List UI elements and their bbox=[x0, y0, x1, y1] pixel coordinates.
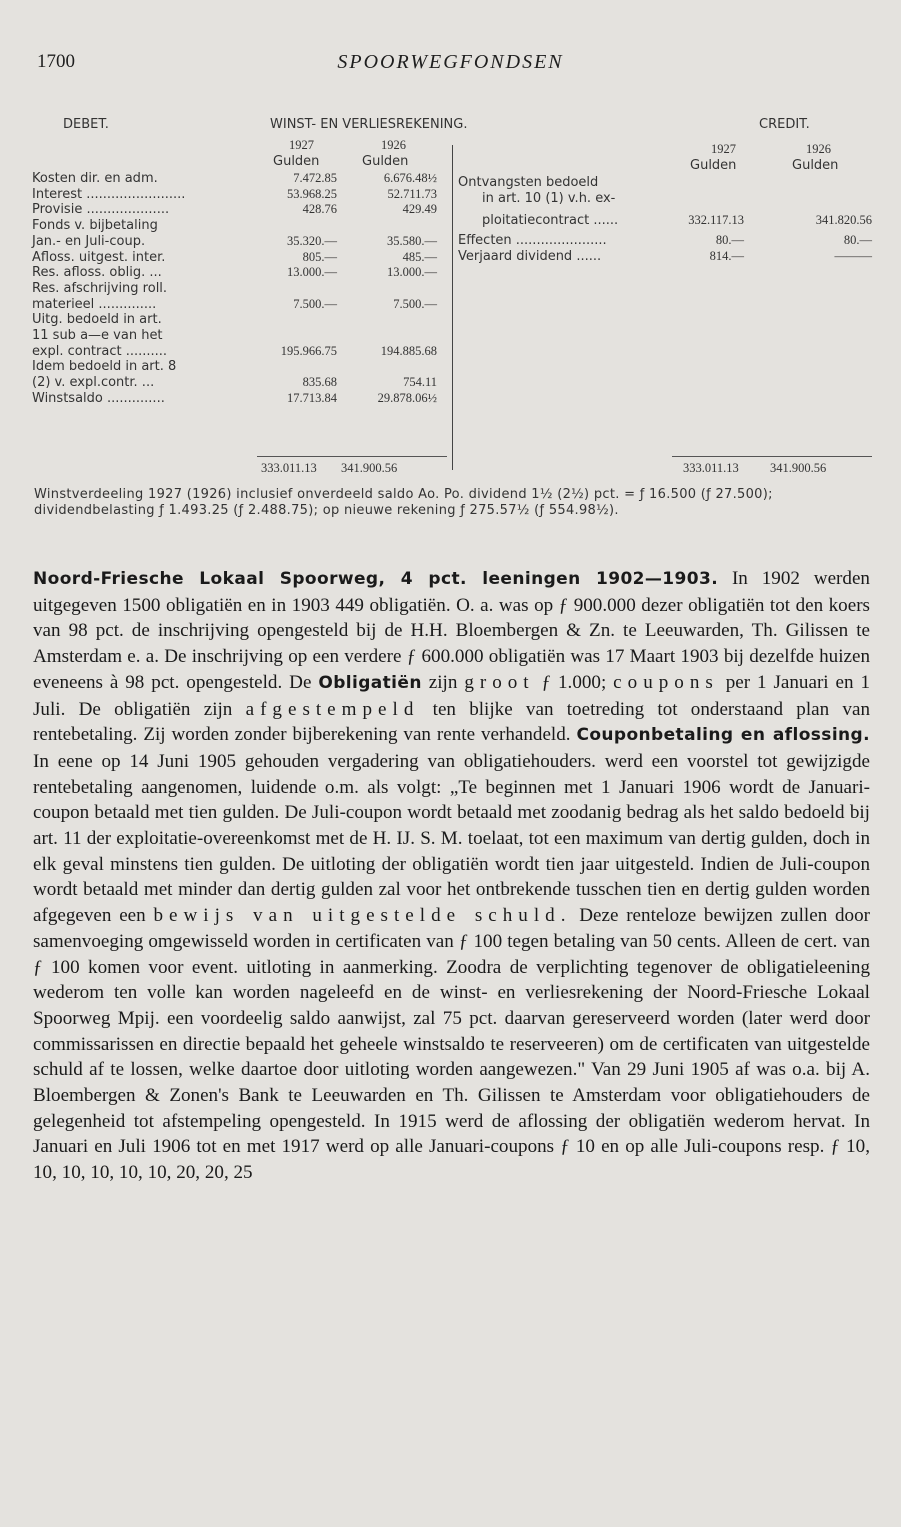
obligatien-heading: Obligatiën bbox=[318, 672, 422, 693]
page-number: 1700 bbox=[37, 51, 75, 72]
credit-value-1926: 80.— bbox=[843, 233, 872, 247]
debit-row-label: Fonds v. bijbetaling bbox=[32, 218, 158, 234]
total-left-1927: 333.011.13 bbox=[261, 461, 317, 475]
debit-row-label: Afloss. uitgest. inter. bbox=[32, 249, 166, 265]
debit-value-1926: 754.11 bbox=[403, 375, 437, 390]
debit-row-label: Provisie .................... bbox=[32, 202, 170, 218]
credit-label: CREDIT. bbox=[759, 117, 810, 132]
debit-value-1927: 195.966.75 bbox=[280, 343, 337, 358]
debit-value-1926: 6.676.48½ bbox=[383, 171, 437, 185]
debit-value-1927: 7.500.— bbox=[293, 296, 337, 311]
total-right-1927: 333.011.13 bbox=[683, 461, 739, 475]
debit-row-label: expl. contract .......... bbox=[32, 343, 168, 359]
debit-value-1927: 428.76 bbox=[302, 202, 337, 217]
total-right-1926: 341.900.56 bbox=[770, 461, 827, 475]
debit-row-label: Res. afschrijving roll. bbox=[32, 280, 168, 296]
debit-value-1927: 53.968.25 bbox=[287, 186, 337, 201]
debit-value-1927: 805.— bbox=[302, 249, 337, 264]
running-title: SPOORWEGFONDSEN bbox=[337, 51, 564, 73]
credit-value-1927: 332.117.13 bbox=[688, 213, 744, 227]
debit-row-label: Idem bedoeld in art. 8 bbox=[32, 359, 177, 375]
article-paragraph: Noord-Friesche Lokaal Spoorweg, 4 pct. leeningen 1902—1903. In 1902 werden uitgegeven 1500 obligatiën en in 1903 449 obligatiën. O. a. was op ƒ 900.000 dezer obligatiën tot den koers van 98 pct. de inschrijving opengesteld bij de H.H. Bloembergen & Zn. te Leeuwarden, Th. Gilissen te Amsterdam e. a. De inschrijving op een verdere ƒ 600.000 obligatiën was 17 Maart 1903 bij dezelfde huizen eveneens à 98 pct. opengesteld. De Obligatiën zijn groot ƒ 1.000; coupons per 1 Januari en 1 Juli. De obligatiën zijn afgestempeld ten blijke van toetreding tot onderstaand plan van rentebetaling. Zij worden zonder bijberekening van rente verhandeld. Couponbetaling en aflossing. In eene op 14 Juni 1905 gehouden vergadering van obligatiehouders. werd een voorstel tot gewijzigde rentebetaling aangenomen, luidende o.m. als volgt: „Te beginnen met 1 Januari 1906 wordt de Januari-coupon betaald met tien gulden. De Juli-coupon wordt betaald met zoodanig bedrag als het saldo bedoeld bij art. 11 der exploitatie-overeenkomst met de H. IJ. S. M. toelaat, tot een maximum van dertig gulden, doch in elk geval minstens tien gulden. De uitloting der obligatiën wordt tien jaar uitgesteld. Indien de Juli-coupon wordt betaald met minder dan dertig gulden zal voor het ontbrekende tusschen tien en dertig gulden worden afgegeven een bewijs van uitgestelde schuld. Deze renteloze bewijzen zullen door samenvoeging omgewisseld worden in certificaten van ƒ 100 tegen betaling van 50 cents. Alleen de cert. van ƒ 100 komen voor event. uitloting in aanmerking. Zoodra de verplichting tegenover de obligatieleening wederom ten volle kan worden nageleefd en de winst- en verliesrekening der Noord-Friesche Lokaal Spoorweg Mpij. een voordeelig saldo aanwijst, zal 75 pct. daarvan gereserveerd worden (later werd door commissarissen en directie bepaald het geheele winstsaldo te reserveeren) om de certificaten van uitgestelde schuld af te lossen, welke daartoe door uitloting worden aangewezen." Van 29 Juni 1905 af was o.a. bij A. Bloembergen & Zonen's Bank te Leeuwarden en Th. Gilissen te Amsterdam voor obligatiehouders de gelegenheid tot afstempeling opengesteld. In 1915 werd de aflossing der obligatiën wederom hervat. In Januari en Juli 1906 tot en met 1917 werd op alle Januari-coupons ƒ 10 en op alle Juli-coupons resp. ƒ 10, 10, 10, 10, 10, 10, 20, 20, 25 bbox=[33, 568, 870, 1184]
debit-value-1927: 13.000.— bbox=[287, 265, 337, 280]
debit-value-1927: 17.713.84 bbox=[287, 390, 337, 405]
ledger-title: WINST- EN VERLIESREKENING. bbox=[270, 117, 468, 132]
debit-row-label: materieel .............. bbox=[32, 296, 157, 312]
left-unit-1926: Gulden bbox=[362, 154, 409, 169]
article-heading: Noord-Friesche Lokaal Spoorweg, 4 pct. leeningen 1902—1903. bbox=[33, 569, 719, 589]
debit-value-1926: 194.885.68 bbox=[380, 343, 437, 358]
debit-row-label: Jan.- en Juli-coup. bbox=[32, 233, 146, 249]
credit-value-1927: 814.— bbox=[709, 249, 744, 263]
couponbetaling-heading: Couponbetaling en aflossing. bbox=[576, 725, 870, 746]
article-body bbox=[33, 566, 870, 1186]
debit-value-1927: 835.68 bbox=[302, 375, 337, 390]
left-year-1926: 1926 bbox=[381, 138, 406, 152]
right-total-rule bbox=[672, 456, 872, 457]
debit-row-label: Interest ........................ bbox=[32, 186, 186, 202]
debit-row-label: (2) v. expl.contr. ... bbox=[32, 375, 155, 391]
profit-distribution-note: Winstverdeeling 1927 (1926) inclusief onverdeeld saldo Ao. Po. dividend 1½ (2½) pct. = ƒ 16.500 (ƒ 27.500); dividendbelasting ƒ 1.493.25 (ƒ 2.488.75); op nieuwe rekening ƒ 275.57½ (ƒ 554.98½). bbox=[34, 487, 773, 518]
credit-value-1927: 80.— bbox=[715, 233, 744, 247]
debit-value-1926: 7.500.— bbox=[393, 296, 437, 311]
credit-row-label: ploitatiecontract ...... bbox=[482, 213, 619, 228]
total-left-1926: 341.900.56 bbox=[341, 461, 398, 475]
credit-row-label: Effecten ...................... bbox=[458, 233, 607, 248]
debit-value-1926: 429.49 bbox=[402, 202, 437, 217]
debit-row-label: Uitg. bedoeld in art. bbox=[32, 312, 162, 328]
left-year-1927: 1927 bbox=[289, 138, 314, 152]
right-year-1926: 1926 bbox=[806, 142, 831, 156]
credit-row-label: Verjaard dividend ...... bbox=[458, 249, 602, 264]
debit-value-1926: 13.000.— bbox=[387, 265, 437, 280]
column-divider bbox=[452, 145, 453, 470]
debit-value-1926: 35.580.— bbox=[387, 233, 437, 248]
credit-value-1926: 341.820.56 bbox=[815, 213, 872, 227]
credit-value-1926: ——— bbox=[834, 249, 872, 263]
debit-row-label: 11 sub a—e van het bbox=[32, 328, 163, 343]
debet-label: DEBET. bbox=[63, 117, 109, 132]
credit-row-label: in art. 10 (1) v.h. ex- bbox=[482, 191, 616, 206]
debit-value-1927: 7.472.85 bbox=[293, 171, 337, 185]
debit-value-1926: 485.— bbox=[402, 249, 437, 264]
debit-value-1927: 35.320.— bbox=[287, 233, 337, 248]
debit-row-label: Res. afloss. oblig. ... bbox=[32, 265, 162, 281]
credit-row-label: Ontvangsten bedoeld bbox=[458, 175, 599, 190]
debit-row-label: Kosten dir. en adm. bbox=[32, 171, 158, 186]
left-total-rule bbox=[257, 456, 447, 457]
right-unit-1927: Gulden bbox=[690, 158, 737, 173]
debit-value-1926: 52.711.73 bbox=[387, 186, 437, 201]
left-unit-1927: Gulden bbox=[273, 154, 320, 169]
debit-value-1926: 29.878.06½ bbox=[377, 390, 437, 405]
right-year-1927: 1927 bbox=[711, 142, 736, 156]
right-unit-1926: Gulden bbox=[792, 158, 839, 173]
profit-loss-account bbox=[32, 117, 877, 477]
debit-row-label: Winstsaldo .............. bbox=[32, 390, 165, 406]
